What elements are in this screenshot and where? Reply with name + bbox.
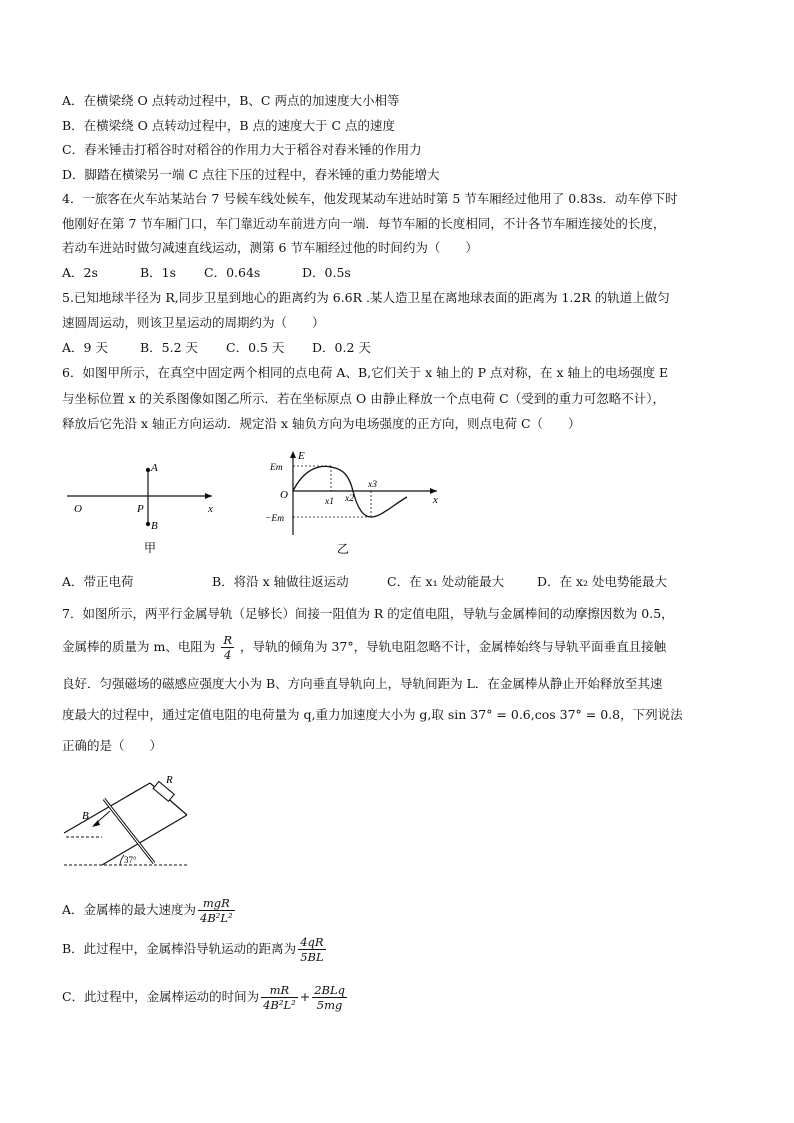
- figure-yi: [265, 445, 445, 560]
- q6-stem-line2: 与坐标位置 x 的关系图像如图乙所示．若在坐标原点 O 由静止释放一个点电荷 C（受到的重力可忽略不计），: [62, 391, 665, 406]
- frac-den: 4B²L²: [200, 911, 233, 925]
- label-x3: x3: [368, 480, 377, 490]
- label-x1: x1: [325, 497, 334, 507]
- q4-option-a: A．2s: [62, 265, 98, 280]
- q6-options: [62, 573, 667, 591]
- figure-rails: [62, 765, 192, 875]
- frac-num: R: [223, 633, 232, 647]
- q7-resistance-fraction: [221, 633, 234, 662]
- q7-stem-line2-b: ，导轨的倾角为 37°，导轨电阻忽略不计，金属棒始终与导轨平面垂直且接触: [239, 639, 667, 654]
- q4-option-c: C．0.64s: [204, 265, 261, 280]
- q6-option-a: A．带正电荷: [62, 574, 134, 589]
- q7-option-a-fraction: [198, 896, 235, 925]
- q6-option-b: B．将沿 x 轴做往返运动: [212, 574, 349, 589]
- frac-den: 4: [221, 647, 234, 662]
- label-e: E: [298, 450, 305, 462]
- q4-stem-line3: 若动车进站时做匀减速直线运动，测第 6 节车厢经过他的时间约为（ ）: [62, 240, 478, 255]
- q7-option-b-text: B．此过程中，金属棒沿导轨运动的距离为: [62, 941, 297, 956]
- frac-num: mR: [269, 983, 290, 997]
- label-p: P: [137, 503, 144, 515]
- label-x2: x2: [345, 494, 354, 504]
- q7-option-c-fraction-2: [312, 983, 347, 1012]
- label-neg-em: −Em: [265, 514, 285, 524]
- q7-stem-line2-a: 金属棒的质量为 m、电阻为: [62, 639, 216, 654]
- q4-stem-line1: 4．一旅客在火车站某站台 7 号候车线处候车，他发现某动车进站时第 5 节车厢经过他用了 0.83s．动车停下时: [62, 191, 678, 206]
- rail-upper: [64, 783, 150, 833]
- label-o: O: [280, 489, 288, 501]
- q5-stem-line1: 5.已知地球半径为 R,同步卫星到地心的距离约为 6.6R .某人造卫星在离地球表面的距离为 1.2R 的轨道上做匀: [62, 290, 670, 305]
- label-em: Em: [270, 463, 283, 473]
- q7-stem-line2: [62, 632, 666, 662]
- metal-rod-highlight: [104, 799, 154, 863]
- q4-options: [62, 264, 351, 282]
- label-x: x: [433, 494, 438, 506]
- q7-option-c-fraction-1: [261, 983, 298, 1012]
- q7-stem-line4: 度最大的过程中，通过定值电阻的电荷量为 q,重力加速度大小为 g,取 sin 37° = 0.6,cos 37° = 0.8，下列说法: [62, 707, 683, 722]
- frac-num: 4qR: [300, 935, 324, 949]
- q7-stem-line5: 正确的是（ ）: [62, 738, 163, 753]
- q7-option-a-text: A．金属棒的最大速度为: [62, 902, 197, 917]
- q3-option-d: D．脚踏在横梁另一端 C 点往下压的过程中，舂米锤的重力势能增大: [62, 167, 440, 182]
- label-b: B: [151, 520, 158, 532]
- label-b: B: [82, 810, 89, 822]
- q7-stem-line3: 良好．匀强磁场的磁感应强度大小为 B、方向垂直导轨向上，导轨间距为 L．在金属棒从静止开始释放至其速: [62, 676, 663, 691]
- q7-option-c-text: C．此过程中，金属棒运动的时间为: [62, 989, 260, 1004]
- frac-den: 5BL: [300, 950, 324, 964]
- frac-den: 5mg: [312, 997, 347, 1012]
- q5-option-c: C．0.5 天: [226, 340, 285, 355]
- x-axis-arrow-icon: [205, 493, 212, 499]
- label-angle: 37°: [124, 855, 137, 865]
- label-r: R: [166, 774, 173, 786]
- e-axis-arrow-icon: [290, 451, 296, 458]
- plus-sign: +: [299, 989, 311, 1004]
- q4-option-b: B．1s: [140, 265, 177, 280]
- q6-stem-line1: 6．如图甲所示，在真空中固定两个相同的点电荷 A、B,它们关于 x 轴上的 P 点对称，在 x 轴上的电场强度 E: [62, 365, 669, 380]
- q7-option-a: [62, 893, 237, 927]
- figure-jia: [62, 440, 232, 560]
- q6-option-d: D．在 x₂ 处电势能最大: [537, 574, 668, 589]
- q5-option-d: D．0.2 天: [312, 340, 371, 355]
- frac-num: mgR: [202, 896, 230, 910]
- e-curve: [293, 466, 407, 517]
- label-a: A: [151, 462, 158, 474]
- q5-option-b: B．5.2 天: [140, 340, 199, 355]
- q3-option-b: B．在横梁绕 O 点转动过程中，B 点的速度大于 C 点的速度: [62, 118, 396, 133]
- q4-stem-line2: 他刚好在第 7 节车厢门口，车门靠近动车前进方向一端．每节车厢的长度相同，不计各节车厢连接处的长度，: [62, 216, 666, 231]
- rail-lower: [102, 815, 187, 865]
- charge-a-dot: [146, 468, 150, 472]
- frac-den: 4B²L²: [263, 998, 296, 1012]
- caption-yi: 乙: [337, 542, 350, 556]
- label-o: O: [74, 503, 82, 515]
- q5-stem-line2: 速圆周运动，则该卫星运动的周期约为（ ）: [62, 315, 325, 330]
- frac-num: 2BLq: [314, 983, 345, 997]
- q3-option-a: A．在横梁绕 O 点转动过程中，B、C 两点的加速度大小相等: [62, 93, 400, 108]
- q7-option-c: [62, 980, 349, 1014]
- q6-stem-line3: 释放后它先沿 x 轴正方向运动．规定沿 x 轴负方向为电场强度的正方向，则点电荷 C（ ）: [62, 416, 581, 431]
- q5-options: [62, 339, 371, 357]
- q4-option-d: D．0.5s: [302, 265, 351, 280]
- caption-jia: 甲: [144, 541, 157, 555]
- charge-b-dot: [146, 522, 150, 526]
- q7-stem-line1: 7．如图所示，两平行金属导轨（足够长）间接一阻值为 R 的定值电阻，导轨与金属棒间的动摩擦因数为 0.5，: [62, 606, 674, 621]
- q6-option-c: C．在 x₁ 处动能最大: [387, 574, 505, 589]
- label-x: x: [208, 503, 213, 515]
- q7-option-b-fraction: [298, 935, 325, 964]
- q5-option-a: A．9 天: [62, 340, 108, 355]
- q7-option-b: [62, 932, 328, 966]
- q3-option-c: C．舂米锤击打稻谷时对稻谷的作用力大于稻谷对舂米锤的作用力: [62, 142, 422, 157]
